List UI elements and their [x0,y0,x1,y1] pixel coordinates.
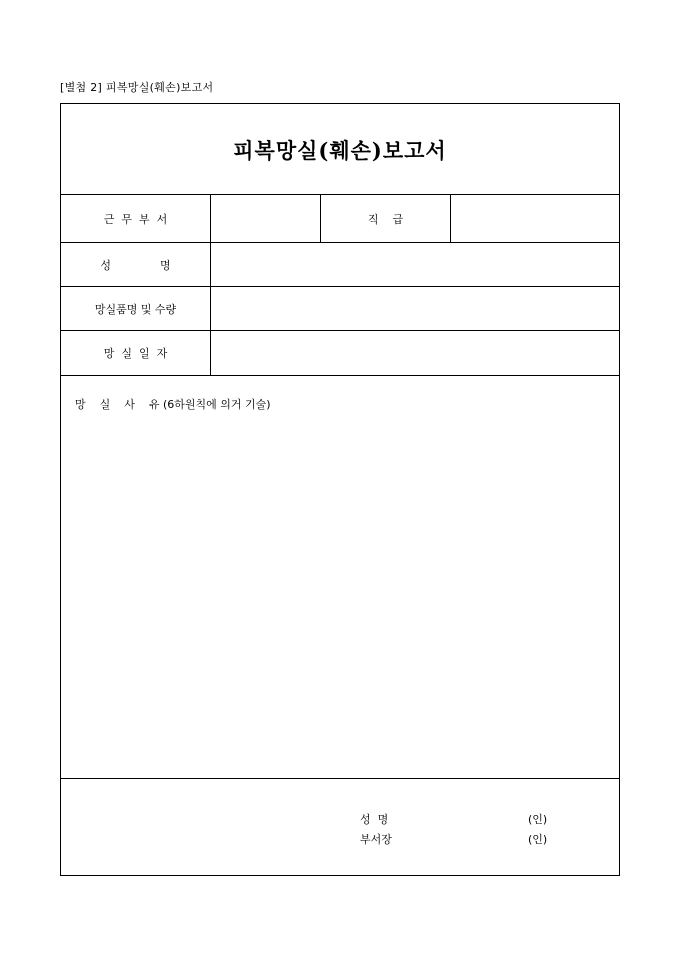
lost-item-label: 망실품명 및 수량 [94,302,177,316]
loss-reason-field[interactable] [61,376,619,778]
attachment-label: [별첨 2] 피복망실(훼손)보고서 [60,81,214,94]
department-head-label: 부서장 [360,833,392,846]
name-field[interactable] [211,243,619,286]
department-head-seal: (인) [528,833,548,846]
signature-name-label: 성 명 [360,813,389,826]
form-title: 피복망실(훼손)보고서 [233,137,447,163]
name-label: 성 명 [100,258,171,272]
loss-report-form [60,103,620,876]
rank-field[interactable] [451,195,619,242]
divider [61,778,619,779]
title-area [61,104,619,195]
loss-date-label: 망 실 일 자 [103,347,168,360]
department-label: 근 무 부 서 [103,212,168,226]
loss-reason-label: 망 실 사 유 (6하원칙에 의거 기술) [75,398,271,411]
signature-name-seal: (인) [528,813,548,826]
department-field[interactable] [211,195,320,242]
rank-label: 직 급 [367,212,404,226]
lost-item-field[interactable] [211,287,619,330]
loss-date-field[interactable] [211,331,619,375]
